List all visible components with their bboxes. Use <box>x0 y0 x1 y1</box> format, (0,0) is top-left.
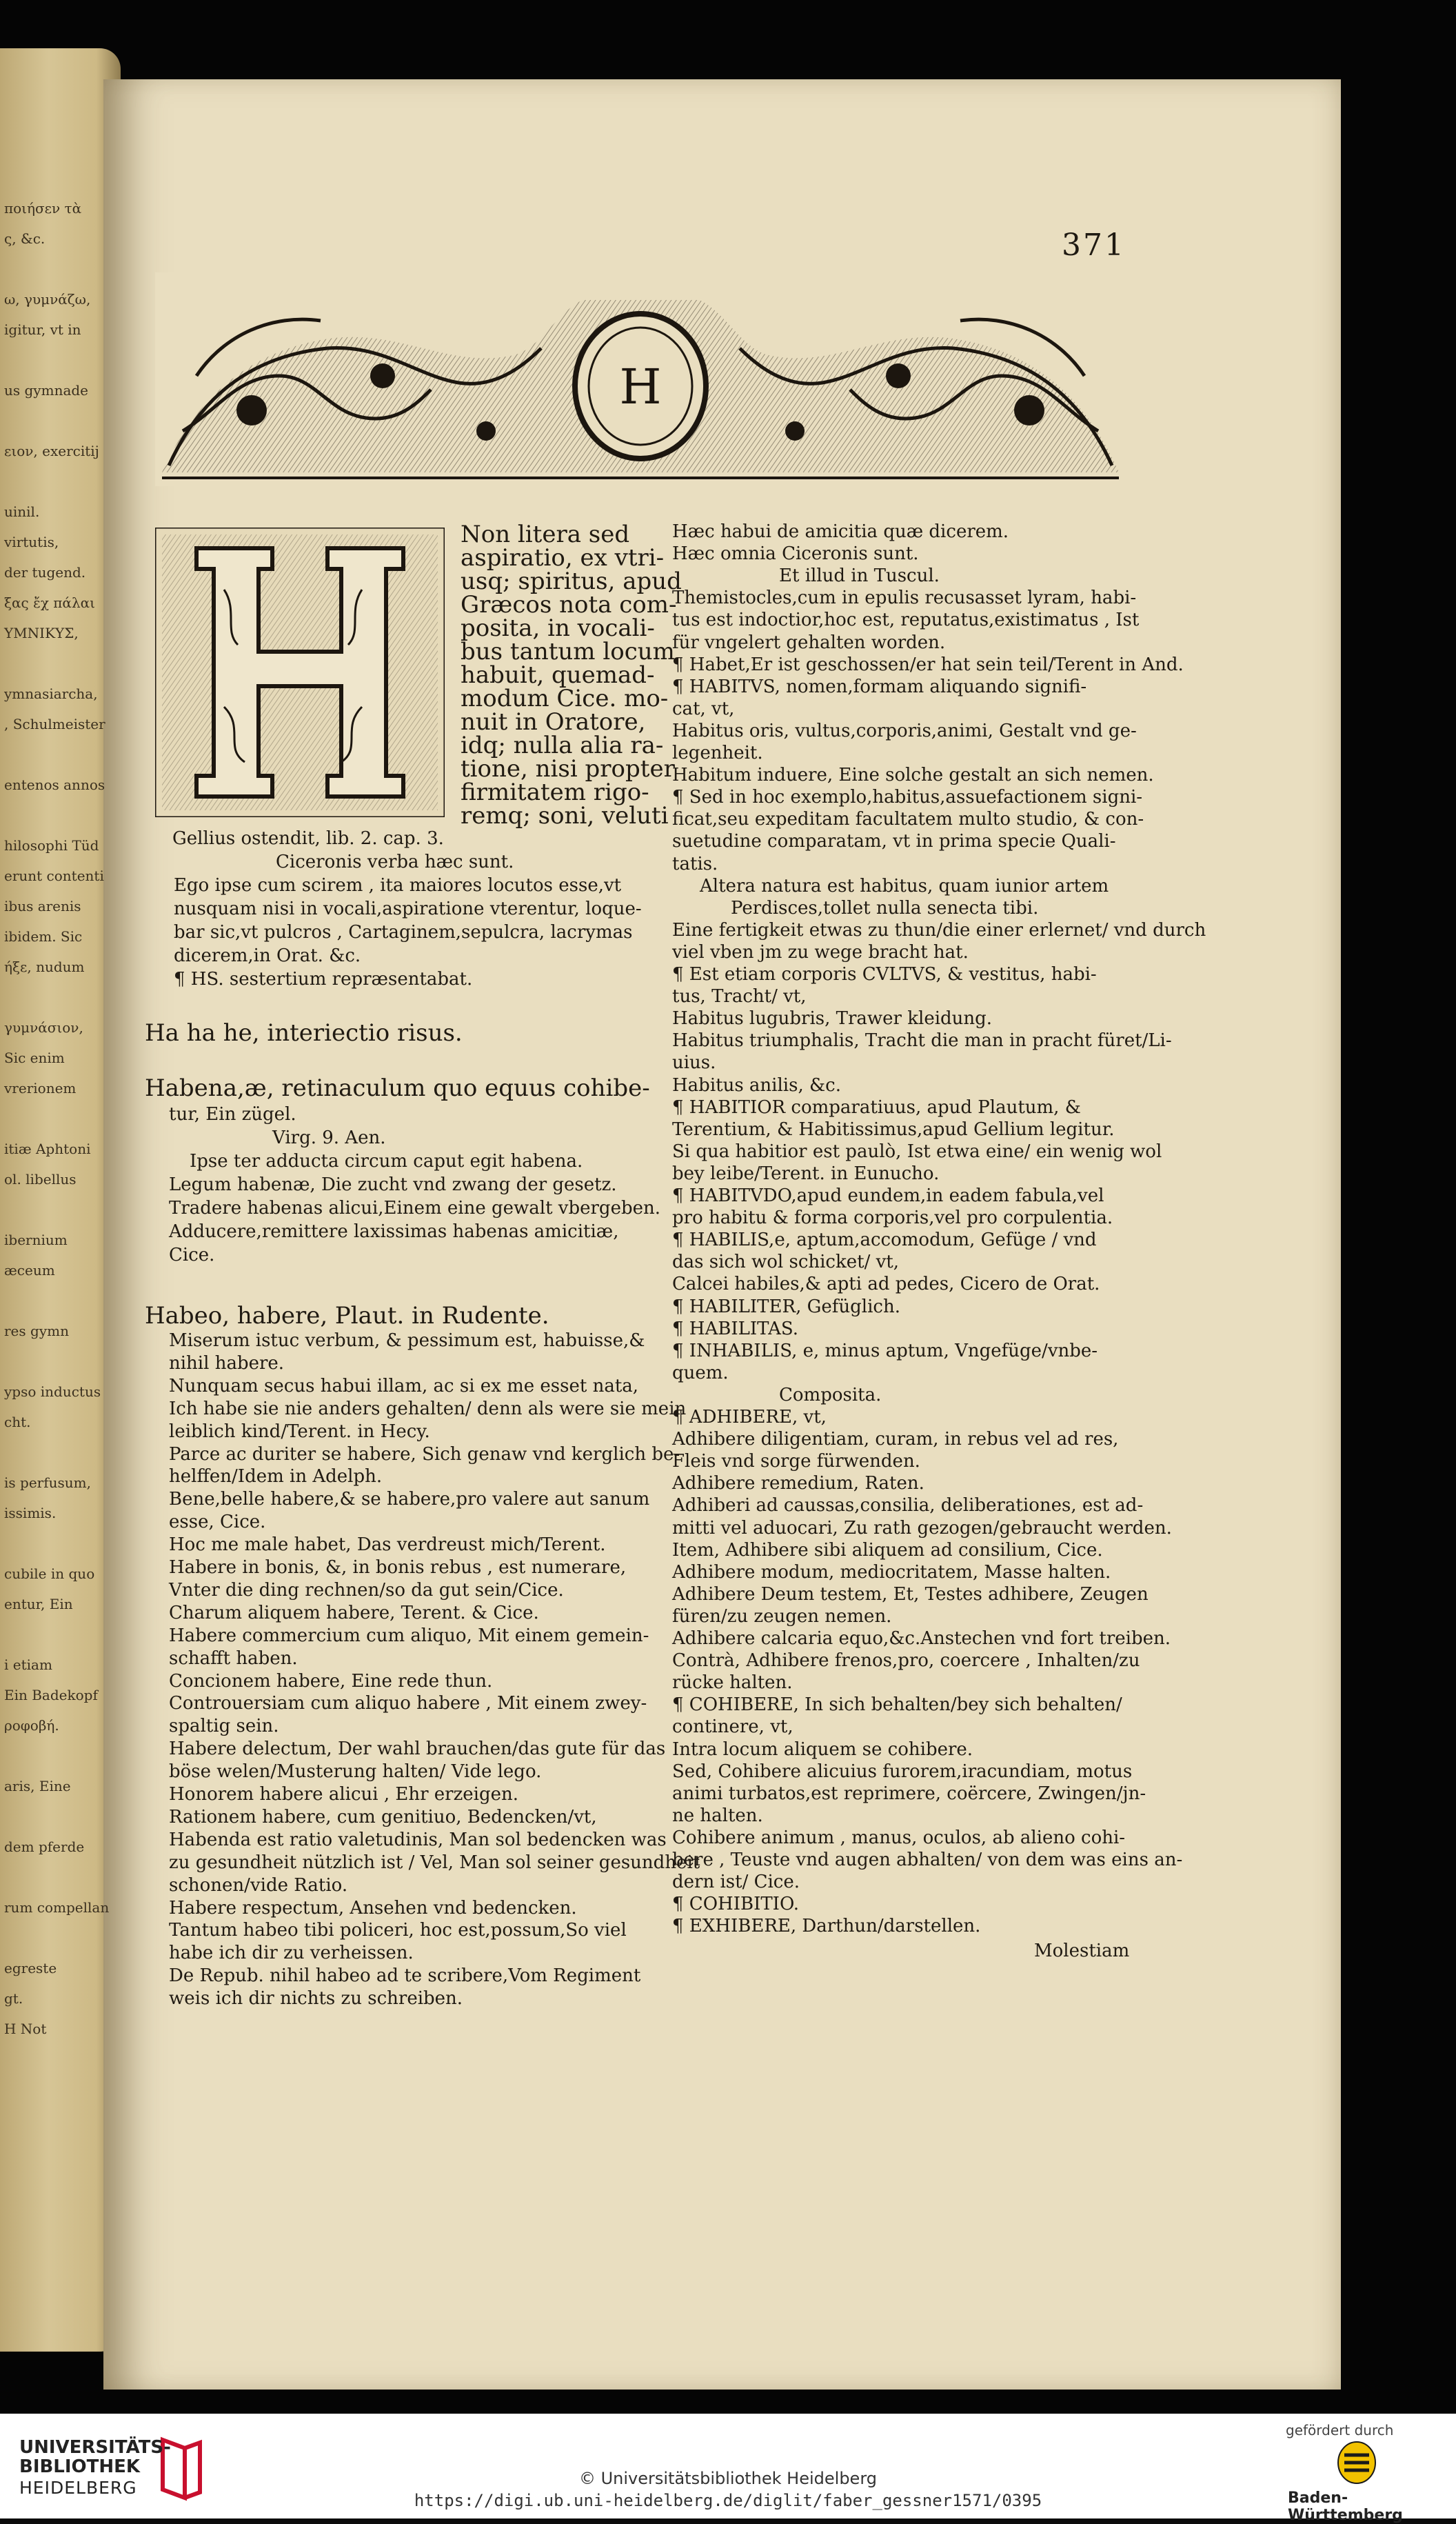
left-page-fragment: is perfusum, <box>4 1474 91 1491</box>
text-line: Si qua habitior est paulò, Ist etwa eine/ ein wenig wol <box>672 1141 1162 1162</box>
left-page-fragment: hilosophi Tüd <box>4 837 99 854</box>
text-line: rücke halten. <box>672 1672 793 1694</box>
left-page-fragment: gt. <box>4 1990 23 2007</box>
text-line: böse welen/Musterung halten/ Vide lego. <box>169 1761 542 1783</box>
text-line: Item, Adhibere sibi aliquem ad consilium, Cice. <box>672 1539 1103 1561</box>
dropcap-text-line: firmitatem rigo- <box>461 779 649 806</box>
left-page-fragment: cubile in quo <box>4 1565 95 1582</box>
text-line: weis ich dir nichts zu schreiben. <box>169 1988 463 2010</box>
page-number: 371 <box>1062 228 1126 263</box>
left-page-fragment: egreste <box>4 1960 57 1976</box>
text-line: bere , Teuste vnd augen abhalten/ von dem was eins an- <box>672 1850 1183 1870</box>
text-line: bey leibe/Terent. in Eunucho. <box>672 1163 940 1184</box>
text-line: Adhibere Deum testem, Et, Testes adhibere, Zeugen <box>672 1583 1149 1605</box>
text-line: Legum habenæ, Die zucht vnd zwang der gesetz. <box>169 1174 617 1195</box>
left-page-fragment: æceum <box>4 1262 55 1279</box>
text-line: ¶ HABITVS, nomen,formam aliquando signifi- <box>672 676 1087 697</box>
text-line: Adhibere remedium, Raten. <box>672 1473 924 1494</box>
text-line: Habenda est ratio valetudinis, Man sol bedencken was <box>169 1829 667 1850</box>
text-line: Habitum induere, Eine solche gestalt an sich nemen. <box>672 765 1154 786</box>
headpiece-letter: H <box>619 359 662 415</box>
text-line: Et illud in Tuscul. <box>779 565 940 587</box>
text-line: habe ich dir zu verheissen. <box>169 1943 414 1964</box>
text-line: Bene,belle habere,& se habere,pro valere aut sanum <box>169 1489 650 1510</box>
text-line: tus est indoctior,hoc est, reputatus,existimatus , Ist <box>672 610 1140 631</box>
left-page-fragment: uinil. <box>4 503 40 520</box>
left-page-fragment: ΥΜΝΙΚΥΣ, <box>4 625 79 641</box>
left-page-fragment: i etiam <box>4 1656 52 1673</box>
text-line: esse, Cice. <box>169 1512 266 1533</box>
dropcap-text-line: Non litera sed <box>461 521 630 548</box>
text-line: Concionem habere, Eine rede thun. <box>169 1670 493 1692</box>
text-line: Intra locum aliquem se cohibere. <box>672 1739 973 1760</box>
text-line: Cohibere animum , manus, oculos, ab alieno cohi- <box>672 1827 1126 1848</box>
left-page-fragment: ξας ἔχ πάλαι <box>4 594 95 611</box>
text-line: ¶ HABITIOR comparatiuus, apud Plautum, & <box>672 1096 1081 1118</box>
text-line: ¶ HABILIS,e, aptum,accomodum, Gefüge / vnd <box>672 1230 1097 1251</box>
text-line: Hæc omnia Ciceronis sunt. <box>672 543 919 565</box>
left-page-fragment: ymnasiarcha, <box>4 685 98 702</box>
text-line: Habere delectum, Der wahl brauchen/das gute für das <box>169 1739 666 1760</box>
text-line: Habere in bonis, &, in bonis rebus , est numerare, <box>169 1557 627 1578</box>
text-line: schonen/vide Ratio. <box>169 1874 348 1896</box>
text-line: Controuersiam cum aliquo habere , Mit einem zwey- <box>169 1693 647 1714</box>
left-page-fragment: ροφοβή. <box>4 1717 59 1734</box>
left-page-fragment: ήξε, nudum <box>4 959 85 975</box>
left-page-fragment: Ein Badekopf <box>4 1687 98 1703</box>
text-line: Rationem habere, cum genitiuo, Bedencken/vt, <box>169 1806 597 1827</box>
entry-heading: Ha ha he, interiectio risus. <box>145 1019 463 1047</box>
text-line: Tradere habenas alicui,Einem eine gewalt vbergeben. <box>169 1198 661 1219</box>
text-line: tur, Ein zügel. <box>169 1104 296 1125</box>
left-page-fragment: entur, Ein <box>4 1596 73 1612</box>
text-line: Themistocles,cum in epulis recusasset lyram, habi- <box>672 588 1137 609</box>
left-page-fragment: vrerionem <box>4 1080 77 1096</box>
left-page-fragment: igitur, vt in <box>4 321 81 338</box>
library-city: HEIDELBERG <box>19 2478 137 2498</box>
text-line: ¶ COHIBITIO. <box>672 1894 800 1915</box>
dropcap-text-line: modum Cice. mo- <box>461 685 669 712</box>
decorated-initial-h <box>155 528 445 817</box>
left-page-fragment: res gymn <box>4 1323 69 1339</box>
dropcap-text-line: posita, in vocali- <box>461 614 655 642</box>
text-line: schafft haben. <box>169 1647 298 1669</box>
text-line: Ego ipse cum scirem , ita maiores locutos esse,vt <box>174 875 622 896</box>
left-page-fragment: , Schulmeister <box>4 716 105 732</box>
subheading: Ciceronis verba hæc sunt. <box>276 852 514 872</box>
text-line: Habitus oris, vultus,corporis,animi, Gestalt vnd ge- <box>672 720 1137 741</box>
text-line: das sich wol schicket/ vt, <box>672 1252 900 1273</box>
text-line: pro habitu & forma corporis,vel pro corpulentia. <box>672 1208 1113 1229</box>
text-line: Miserum istuc verbum, & pessimum est, habuisse,& <box>169 1330 645 1351</box>
dropcap-text-line: tione, nisi propter <box>461 755 675 783</box>
text-line: Virg. 9. Aen. <box>272 1128 386 1148</box>
text-line: ¶ EXHIBERE, Darthun/darstellen. <box>672 1916 981 1937</box>
entry-heading: Habena,æ, retinaculum quo equus cohibe- <box>145 1074 650 1102</box>
text-line: Habitus lugubris, Trawer kleidung. <box>672 1008 993 1030</box>
text-line: nihil habere. <box>169 1352 285 1374</box>
text-line: bar sic,vt pulcros , Cartaginem,sepulcra, lacrymas <box>174 922 633 943</box>
text-line: ¶ Est etiam corporis CVLTVS, & vestitus, habi- <box>672 964 1097 985</box>
text-line: Nunquam secus habui illam, ac si ex me esset nata, <box>169 1375 639 1396</box>
text-line: Parce ac duriter se habere, Sich genaw vnd kerglich be- <box>169 1443 680 1465</box>
left-page-fragment: entenos annos <box>4 777 105 793</box>
dropcap-text-line: usq; spiritus, apud <box>461 568 682 595</box>
text-line: Contrà, Adhibere frenos,pro, coercere , Inhalten/zu <box>672 1650 1140 1672</box>
text-line: Adhibere modum, mediocritatem, Masse halten. <box>672 1561 1111 1583</box>
left-page-fragment: ibernium <box>4 1232 68 1248</box>
text-line: Habitus triumphalis, Tracht die man in pracht füret/Li- <box>672 1030 1172 1052</box>
text-line: animi turbatos,est reprimere, coërcere, Zwingen/jn- <box>672 1783 1146 1804</box>
left-page-fragment: us gymnade <box>4 382 89 399</box>
decorative-headpiece <box>155 272 1126 486</box>
text-line: für vngelert gehalten worden. <box>672 632 946 653</box>
entry-heading: Habeo, habere, Plaut. in Rudente. <box>145 1302 549 1330</box>
left-page-fragment: virtutis, <box>4 534 59 550</box>
text-line: ¶ HABILITAS. <box>672 1318 799 1339</box>
permalink-url[interactable]: https://digi.ub.uni-heidelberg.de/diglit/faber_gessner1571/0395 <box>414 2491 1042 2510</box>
text-line: suetudine comparatam, vt in prima specie Quali- <box>672 831 1116 852</box>
text-line: Adducere,remittere laxissimas habenas amicitiæ, <box>169 1221 619 1242</box>
text-line: De Repub. nihil habeo ad te scribere,Vom Regiment <box>169 1965 641 1987</box>
text-line: Cice. <box>169 1245 215 1265</box>
text-line: füren/zu zeugen nemen. <box>672 1605 892 1627</box>
library-name-line1: UNIVERSITÄTS- <box>19 2437 171 2458</box>
text-line: Eine fertigkeit etwas zu thun/die einer erlernet/ vnd durch <box>672 919 1206 941</box>
left-page-fragment: ypso inductus <box>4 1383 101 1400</box>
text-line: Composita. <box>779 1384 882 1405</box>
dropcap-text-line: nuit in Oratore, <box>461 708 646 736</box>
left-page-fragment: ol. libellus <box>4 1171 77 1188</box>
text-line: ¶ COHIBERE, In sich behalten/bey sich behalten/ <box>672 1694 1122 1716</box>
text-line: quem. <box>672 1362 729 1383</box>
left-page-fragment: aris, Eine <box>4 1778 71 1794</box>
text-line: Sed, Cohibere alicuius furorem,iracundiam, motus <box>672 1761 1133 1782</box>
left-page-fragment: ω, γυμνάζω, <box>4 291 91 308</box>
text-line: helffen/Idem in Adelph. <box>169 1466 383 1488</box>
sponsor-name: Baden-Württemberg <box>1288 2490 1403 2524</box>
text-line: nusquam nisi in vocali,aspiratione vterentur, loque- <box>174 899 642 919</box>
text-line: Adhibere calcaria equo,&c.Anstechen vnd fort treiben. <box>672 1628 1171 1649</box>
copyright-notice: © Universitätsbibliothek Heidelberg <box>578 2469 877 2488</box>
left-page-fragment: rum compellan <box>4 1899 110 1916</box>
text-line: Adhibere diligentiam, curam, in rebus vel ad res, <box>672 1429 1119 1450</box>
text-line: dicerem,in Orat. &c. <box>174 945 361 966</box>
left-page-fragment: ποιήσεν τὰ <box>4 200 82 217</box>
text-line: ¶ HS. sestertium repræsentabat. <box>174 969 473 990</box>
text-line: Hoc me male habet, Das verdreust mich/Terent. <box>169 1534 606 1556</box>
text-line: ¶ HABITVDO,apud eundem,in eadem fabula,vel <box>672 1185 1104 1206</box>
text-line: ¶ HABILITER, Gefüglich. <box>672 1296 900 1317</box>
library-name-line2: BIBLIOTHEK <box>19 2456 141 2477</box>
text-line: Honorem habere alicui , Ehr erzeigen. <box>169 1784 519 1805</box>
dropcap-text-line: habuit, quemad- <box>461 661 655 689</box>
text-line: Tantum habeo tibi policeri, hoc est,possum,So viel <box>169 1920 627 1941</box>
text-line: Adhiberi ad caussas,consilia, deliberationes, est ad- <box>672 1495 1144 1516</box>
text-line: ¶ Habet,Er ist geschossen/er hat sein teil/Terent in And. <box>672 654 1184 675</box>
text-line: ¶ Sed in hoc exemplo,habitus,assuefactionem signi- <box>672 787 1143 808</box>
text-line: Altera natura est habitus, quam iunior artem <box>700 875 1109 897</box>
text-line: ¶ INHABILIS, e, minus aptum, Vngefüge/vnbe- <box>672 1340 1098 1361</box>
left-page-fragment: itiæ Aphtoni <box>4 1141 91 1157</box>
left-page-fragment: Sic enim <box>4 1050 65 1066</box>
text-line: Habere respectum, Ansehen vnd bedencken. <box>169 1897 577 1919</box>
text-line: continere, vt, <box>672 1716 793 1738</box>
sponsor-label: gefördert durch <box>1286 2422 1394 2438</box>
text-line: ¶ ADHIBERE, vt, <box>672 1407 827 1428</box>
baden-wuerttemberg-emblem-icon[interactable] <box>1337 2441 1376 2484</box>
left-page-fragment: dem pferde <box>4 1839 85 1855</box>
left-page-fragment: H Not <box>4 2021 47 2037</box>
text-line: cat, vt, <box>672 698 735 719</box>
dropcap-text-line: idq; nulla alia ra- <box>461 732 664 759</box>
text-line: ficat,seu expeditam facultatem multo studio, & con- <box>672 809 1144 830</box>
text-line: mitti vel aduocari, Zu rath gezogen/gebraucht werden. <box>672 1517 1172 1539</box>
text-line: zu gesundheit nützlich ist / Vel, Man sol seiner gesundheit <box>169 1852 700 1873</box>
left-page-fragment: issimis. <box>4 1505 57 1521</box>
dropcap-text-line: aspiratio, ex vtri- <box>461 544 665 572</box>
text-line: legenheit. <box>672 743 763 763</box>
dropcap-text-line: Græcos nota com- <box>461 591 677 619</box>
text-line: Vnter die ding rechnen/so da gut sein/Cice. <box>169 1579 564 1601</box>
left-page-fragment: erunt contenti <box>4 868 104 884</box>
text-line: Habitus anilis, &c. <box>672 1074 841 1096</box>
text-line: Perdisces,tollet nulla senecta tibi. <box>731 897 1039 919</box>
text-line: Calcei habiles,& apti ad pedes, Cicero de Orat. <box>672 1274 1100 1295</box>
text-line: Terentium, & Habitissimus,apud Gellium legitur. <box>672 1119 1115 1140</box>
text-line: tus, Tracht/ vt, <box>672 986 807 1008</box>
text-line: Hæc habui de amicitia quæ dicerem. <box>672 521 1009 542</box>
text-line: dern ist/ Cice. <box>672 1872 800 1893</box>
left-page-fragment: der tugend. <box>4 564 86 581</box>
text-line: uius. <box>672 1052 716 1074</box>
text-line: Habere commercium cum aliquo, Mit einem gemein- <box>169 1625 649 1646</box>
left-page-fragment: ειον, exercitij <box>4 443 99 459</box>
dropcap-text-line: remq; soni, veluti <box>461 802 669 830</box>
left-page-fragment: ibidem. Sic <box>4 928 83 945</box>
text-line: ne halten. <box>672 1805 763 1826</box>
left-page-fragment: γυμνάσιον, <box>4 1019 83 1036</box>
text-line: Ipse ter adducta circum caput egit habena. <box>190 1151 583 1172</box>
left-page-fragment: cht. <box>4 1414 31 1430</box>
dropcap-text-line: bus tantum locum <box>461 638 675 665</box>
text-line: viel vben jm zu wege bracht hat. <box>672 941 969 963</box>
left-page-fragment: ibus arenis <box>4 898 81 914</box>
catchword: Molestiam <box>1034 1941 1130 1962</box>
text-line: spaltig sein. <box>169 1716 279 1737</box>
left-page-fragment: ς, &c. <box>4 230 46 247</box>
text-line: Charum aliquem habere, Terent. & Cice. <box>169 1602 539 1623</box>
text-line: Ich habe sie nie anders gehalten/ denn als were sie mein <box>169 1398 687 1419</box>
text-line: Fleis vnd sorge fürwenden. <box>672 1451 920 1472</box>
text-line: leiblich kind/Terent. in Hecy. <box>169 1421 430 1442</box>
text-line: tatis. <box>672 853 718 874</box>
text-line: Gellius ostendit, lib. 2. cap. 3. <box>172 828 444 849</box>
